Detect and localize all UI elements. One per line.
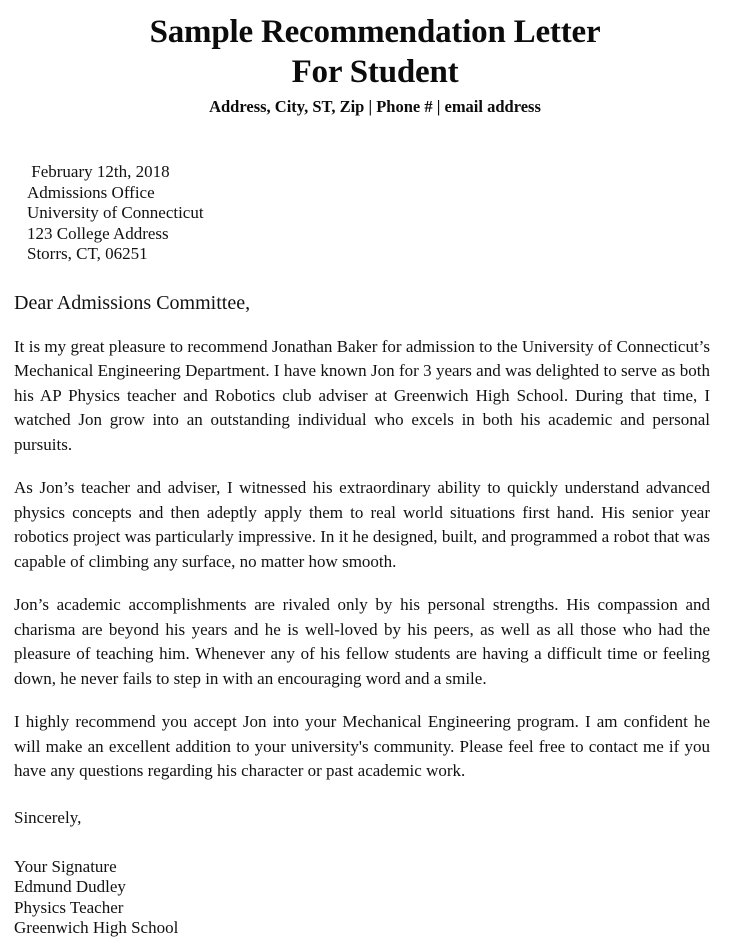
signature-block bbox=[0, 857, 750, 939]
sender-title: Physics Teacher bbox=[14, 897, 124, 917]
sender-organization: Greenwich High School bbox=[14, 918, 179, 937]
page-title-line-2: For Student bbox=[291, 54, 459, 90]
body-paragraph-2: As Jon’s teacher and adviser, I witnessed his extraordinary ability to quickly understand advanced physics concepts and then adeptly apply them to real world situations first hand. His senior year robotics project was particularly impressive. In it he designed, built, and programmed a robot that was capable of climbing any surface, no matter how smooth. bbox=[14, 478, 710, 571]
page-title-line-1: Sample Recommendation Letter bbox=[149, 14, 601, 50]
recipient-institution: University of Connecticut bbox=[27, 203, 204, 222]
letter-body bbox=[0, 335, 750, 784]
letterhead-contact-line: Address, City, ST, Zip | Phone # | email address bbox=[209, 97, 541, 116]
salutation: Dear Admissions Committee, bbox=[14, 291, 251, 314]
signature-placeholder: Your Signature bbox=[14, 856, 117, 876]
recipient-office: Admissions Office bbox=[27, 182, 155, 202]
sender-name: Edmund Dudley bbox=[14, 877, 126, 896]
body-paragraph-1: It is my great pleasure to recommend Jonathan Baker for admission to the University of Connecticut’s Mechanical Engineering Department. I have known Jon for 3 years and was delighted to serve as both his AP Physics teacher and Robotics club adviser at Greenwich High School. During that time, I watched Jon grow into an outstanding individual who excels in both his academic and personal pursuits. bbox=[14, 336, 710, 454]
letter-date: February 12th, 2018 bbox=[27, 162, 170, 181]
body-paragraph-3: Jon’s academic accomplishments are rivaled only by his personal strengths. His compassion and charisma are beyond his years and he is well-loved by his peers, as well as all those who had the pleasure of teaching him. Whenever any of his fellow students are having a difficult time or feeling down, he never fails to step in with an encouraging word and a smile. bbox=[14, 595, 710, 688]
page-title bbox=[0, 12, 750, 92]
body-paragraph-4: I highly recommend you accept Jon into your Mechanical Engineering program. I am confident he will make an excellent addition to your university's community. Please feel free to contact me if you have any questions regarding his character or past academic work. bbox=[14, 712, 710, 780]
recipient-address-block bbox=[0, 162, 750, 265]
valediction: Sincerely, bbox=[14, 807, 82, 827]
recipient-city-state-zip: Storrs, CT, 06251 bbox=[27, 244, 148, 263]
letterhead bbox=[0, 0, 750, 118]
recipient-street: 123 College Address bbox=[27, 223, 169, 243]
